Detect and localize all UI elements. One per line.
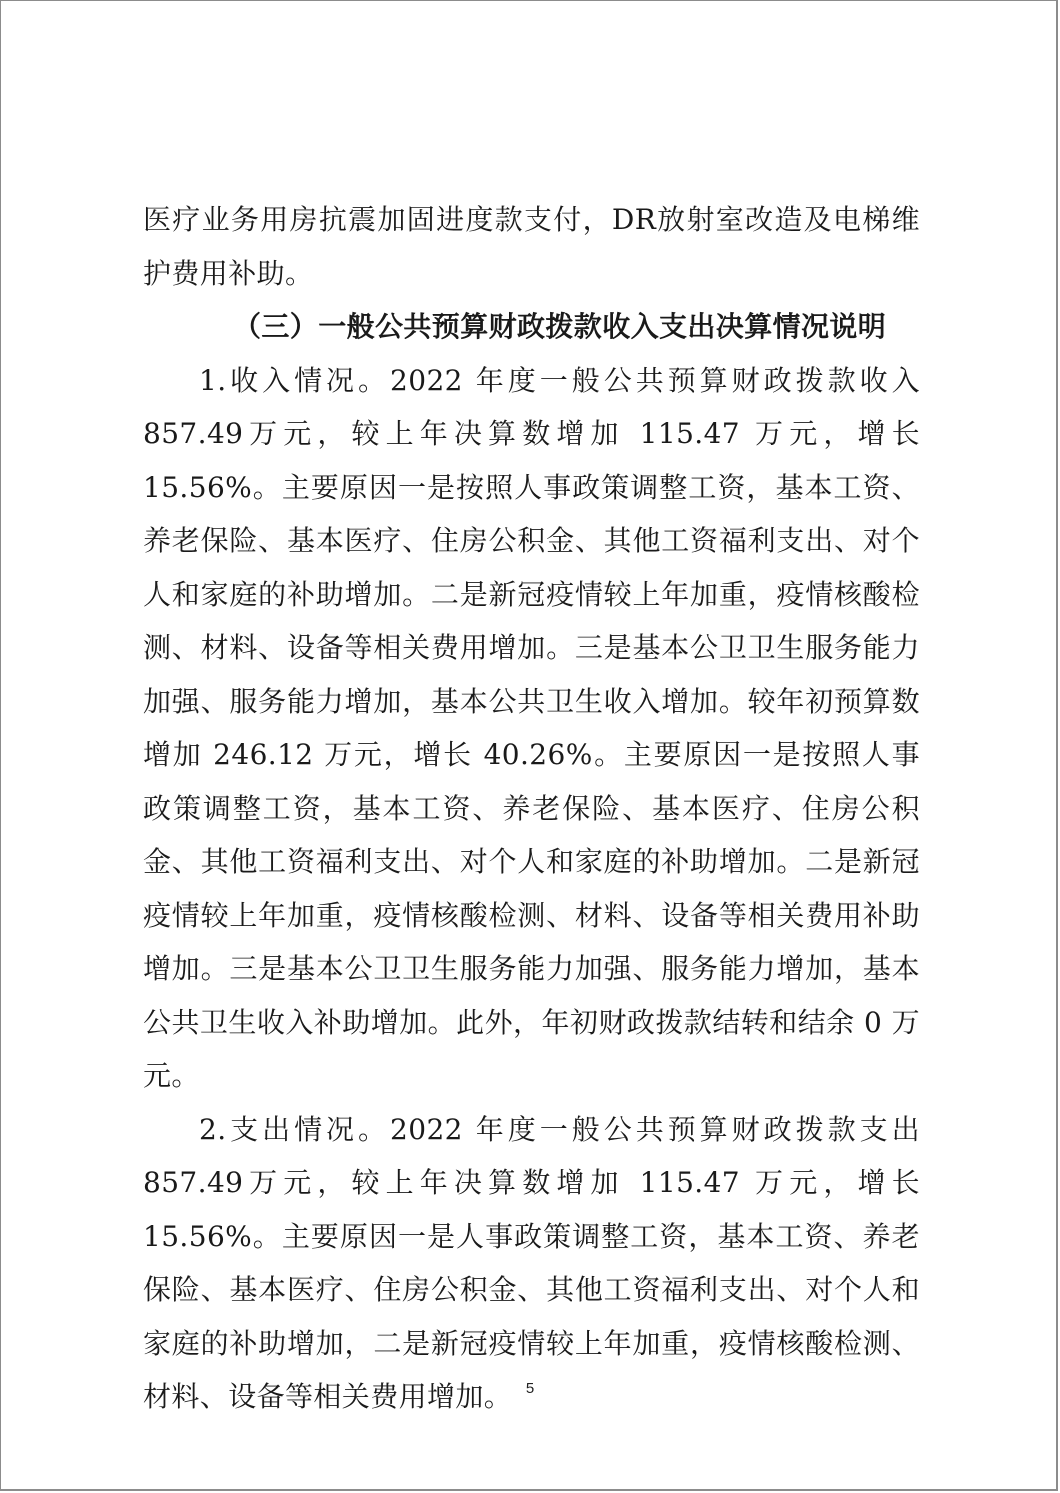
- paragraph-expenditure: 2.支出情况。2022 年度一般公共预算财政拨款支出 857.49万元，较上年决算数增加 115.47 万元，增长 15.56%。主要原因一是人事政策调整工资，基本工资、养老保险、基本医疗、住房公积金、其他工资福利支出、对个人和家庭的补助增加，二是新冠疫情较上年加重，疫情核酸检测、材料、设备等相关费用增加。: [143, 1112, 920, 1413]
- page-number: 5: [525, 1380, 535, 1397]
- paragraph-income: 1.收入情况。2022 年度一般公共预算财政拨款收入 857.49万元，较上年决算数增加 115.47 万元，增长 15.56%。主要原因一是按照人事政策调整工资，基本工资、养老保险、基本医疗、住房公积金、其他工资福利支出、对个人和家庭的补助增加。二是新冠疫情较上年加重，疫情核酸检测、材料、设备等相关费用增加。三是基本公卫卫生服务能力加强、服务能力增加，基本公共卫生收入增加。较年初预算数增加 246.12 万元，增长 40.26%。主要原因一是按照人事政策调整工资，基本工资、养老保险、基本医疗、住房公积金、其他工资福利支出、对个人和家庭的补助增加。二是新冠疫情较上年加重，疫情核酸检测、材料、设备等相关费用补助增加。三是基本公卫卫生服务能力加强、服务能力增加，基本公共卫生收入补助增加。此外，年初财政拨款结转和结余 0 万元。: [143, 363, 920, 1092]
- section-heading: （三）一般公共预算财政拨款收入支出决算情况说明: [233, 310, 887, 343]
- paragraph-continuation: 医疗业务用房抗震加固进度款支付，DR放射室改造及电梯维护费用补助。: [143, 203, 920, 290]
- document-body: [143, 193, 920, 1424]
